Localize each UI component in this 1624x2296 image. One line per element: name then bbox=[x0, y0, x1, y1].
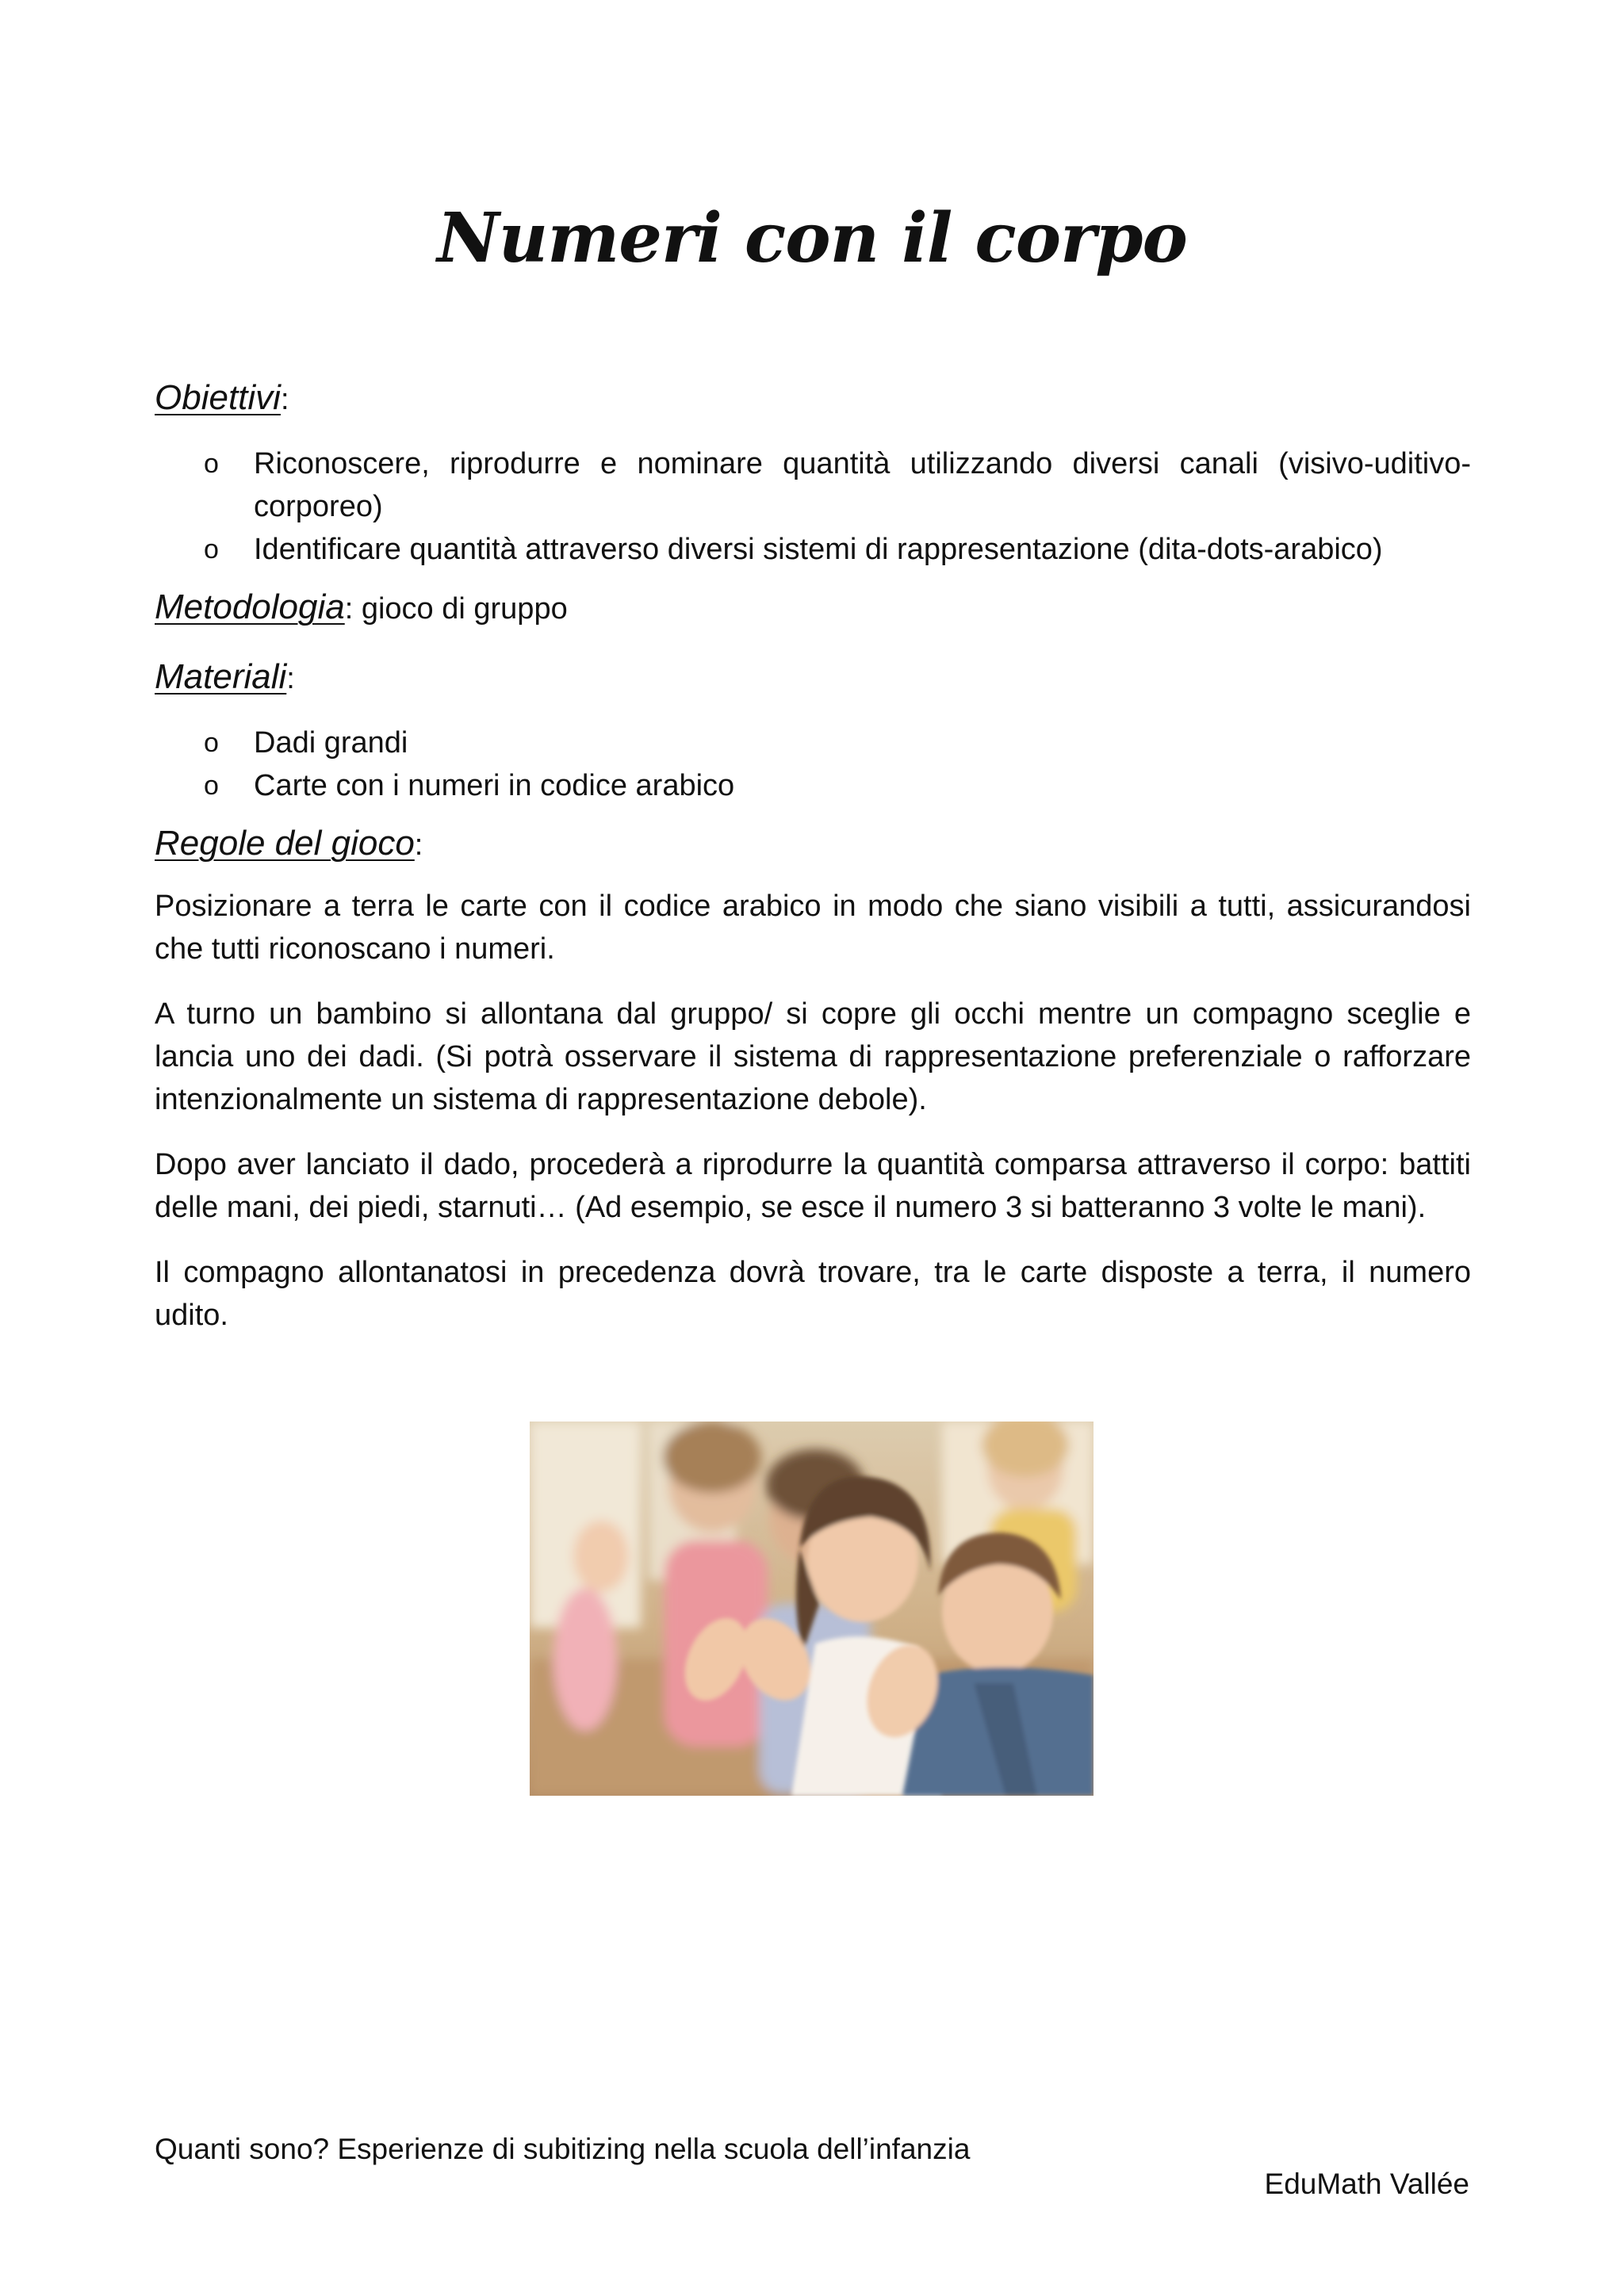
rules-heading-label: Regole del gioco bbox=[155, 824, 415, 863]
objectives-heading-colon: : bbox=[280, 383, 289, 416]
page-title: Numeri con il corpo bbox=[437, 198, 1187, 278]
methodology-heading-label: Metodologia bbox=[155, 587, 345, 626]
objectives-heading bbox=[155, 373, 1471, 425]
methodology-text: : gioco di gruppo bbox=[344, 592, 568, 626]
list-item-text: Dadi grandi bbox=[254, 726, 408, 760]
list-item bbox=[155, 442, 1471, 528]
bullet-marker: o bbox=[204, 771, 219, 801]
bullet-marker: o bbox=[204, 534, 219, 564]
list-item bbox=[155, 528, 1471, 571]
rules-heading-colon: : bbox=[414, 828, 423, 862]
rules-heading bbox=[155, 818, 1471, 871]
list-item-text: Carte con i numeri in codice arabico bbox=[254, 769, 735, 802]
bullet-marker: o bbox=[204, 728, 219, 758]
footer-left-text: Quanti sono? Esperienze di subitizing nella scuola dell’infanzia bbox=[155, 2133, 971, 2165]
list-item-text: Identificare quantità attraverso diversi sistemi di rappresentazione (dita-dots-arabico) bbox=[254, 533, 1383, 566]
children-clapping-photo bbox=[530, 1422, 1094, 1796]
list-item bbox=[155, 721, 1471, 764]
rules-paragraph-1: Posizionare a terra le carte con il codice arabico in modo che siano visibili a tutti, assicurandosi che tutti riconoscano i numeri. bbox=[155, 890, 1471, 966]
list-item bbox=[155, 764, 1471, 807]
materials-list bbox=[155, 721, 1471, 807]
materials-heading bbox=[155, 652, 1471, 704]
materials-heading-colon: : bbox=[286, 662, 295, 695]
materials-heading-label: Materiali bbox=[155, 657, 287, 696]
list-item-text: Riconoscere, riprodurre e nominare quantità utilizzando diversi canali (visivo-uditivo-corporeo) bbox=[254, 447, 1471, 523]
objectives-heading-label: Obiettivi bbox=[155, 378, 281, 417]
rules-paragraph-2: A turno un bambino si allontana dal gruppo/ si copre gli occhi mentre un compagno sceglie e lancia uno dei dadi. (Si potrà osservare il sistema di rappresentazione preferenziale o rafforzare intenzionalmente un sistema di rappresentazione debole). bbox=[155, 997, 1471, 1116]
rules-paragraph-3: Dopo aver lanciato il dado, procederà a riprodurre la quantità comparsa attraverso il corpo: battiti delle mani, dei piedi, starnuti… (Ad esempio, se esce il numero 3 si batteranno 3 volte le mani). bbox=[155, 1148, 1471, 1224]
footer-right-text: EduMath Vallée bbox=[1264, 2168, 1469, 2200]
bullet-marker: o bbox=[204, 449, 219, 479]
rules-paragraph-4: Il compagno allontanatosi in precedenza dovrà trovare, tra le carte disposte a terra, il numero udito. bbox=[155, 1256, 1471, 1332]
photo-illustration bbox=[530, 1422, 1094, 1796]
methodology-heading bbox=[155, 582, 1471, 634]
objectives-list bbox=[155, 442, 1471, 571]
document-body bbox=[155, 373, 1471, 1359]
